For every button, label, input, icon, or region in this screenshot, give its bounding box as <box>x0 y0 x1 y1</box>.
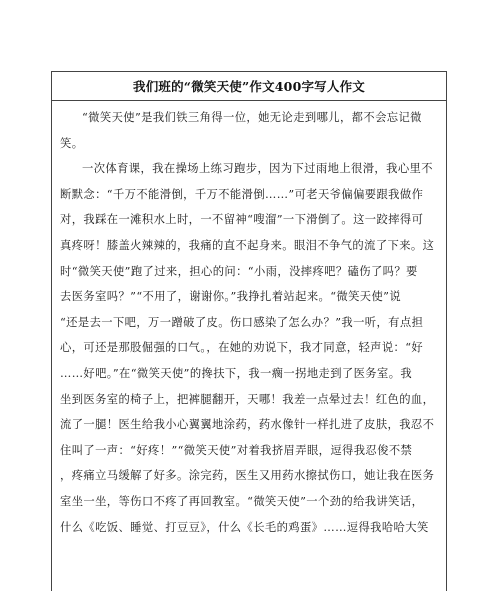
paragraph-line: 心，可还是那股倔强的口气。，在她的劝说下，我才同意，轻声说：“好 <box>60 341 424 355</box>
paragraph-line: 去医务室吗？”“不用了，谢谢你。”我挣扎着站起来。“微笑天使”说 <box>60 290 402 304</box>
paragraph-line: 真疼呀！膝盖火辣辣的，我痛的直不起身来。眼泪不争气的流了下来。这 <box>60 238 435 252</box>
document-body <box>52 101 446 540</box>
paragraph-line: 断默念：“千万不能滑倒，千万不能滑倒……”可老天爷偏偏要跟我做作 <box>60 187 424 201</box>
document-frame <box>51 71 447 591</box>
paragraph-line: 室坐一坐，等伤口不疼了再回教室。“微笑天使”一个劲的给我讲笑话， <box>60 494 424 508</box>
paragraph-line: 一次体育课，我在操场上练习跑步，因为下过雨地上很滑，我心里不 <box>82 162 433 176</box>
paragraph-line: 什么《吃饭、睡觉、打豆豆》，什么《长毛的鸡蛋》……逗得我哈哈大笑 <box>60 520 429 534</box>
paragraph-line: 笑。 <box>60 136 84 150</box>
paragraph-line: ……好吧。”在“微笑天使”的搀扶下，我一瘸一拐地走到了医务室。我 <box>60 366 413 380</box>
paragraph-line: 流了一腿！医生给我小心翼翼地涂药，药水像针一样扎进了皮肤，我忍不 <box>60 418 435 432</box>
paragraph-line: 对，我踩在一滩积水上时，一不留神“嗖溜”一下滑倒了。这一跤摔得可 <box>60 213 424 227</box>
paragraph-line: “还是去一下吧，万一蹭破了皮。伤口感染了怎么办？”我一听，有点担 <box>60 315 424 329</box>
paragraph-line: ，疼痛立马缓解了好多。涂完药，医生又用药水擦拭伤口，她让我在医务 <box>60 469 435 483</box>
document-title: 我们班的“微笑天使”作文400字写人作文 <box>52 72 446 101</box>
paragraph-line: “微笑天使”是我们铁三角得一位，她无论走到哪儿，都不会忘记微 <box>82 111 422 124</box>
paragraph-line: 坐到医务室的椅子上，把裤腿翻开，天哪！我差一点晕过去！红色的血， <box>60 392 435 406</box>
paragraph-line: 住叫了一声：“好疼！”“微笑天使”对着我挤眉弄眼，逗得我忍俊不禁 <box>60 443 413 457</box>
paragraph-line: 时“微笑天使”跑了过来，担心的问：“小雨，没摔疼吧？磕伤了吗？要 <box>60 264 418 278</box>
